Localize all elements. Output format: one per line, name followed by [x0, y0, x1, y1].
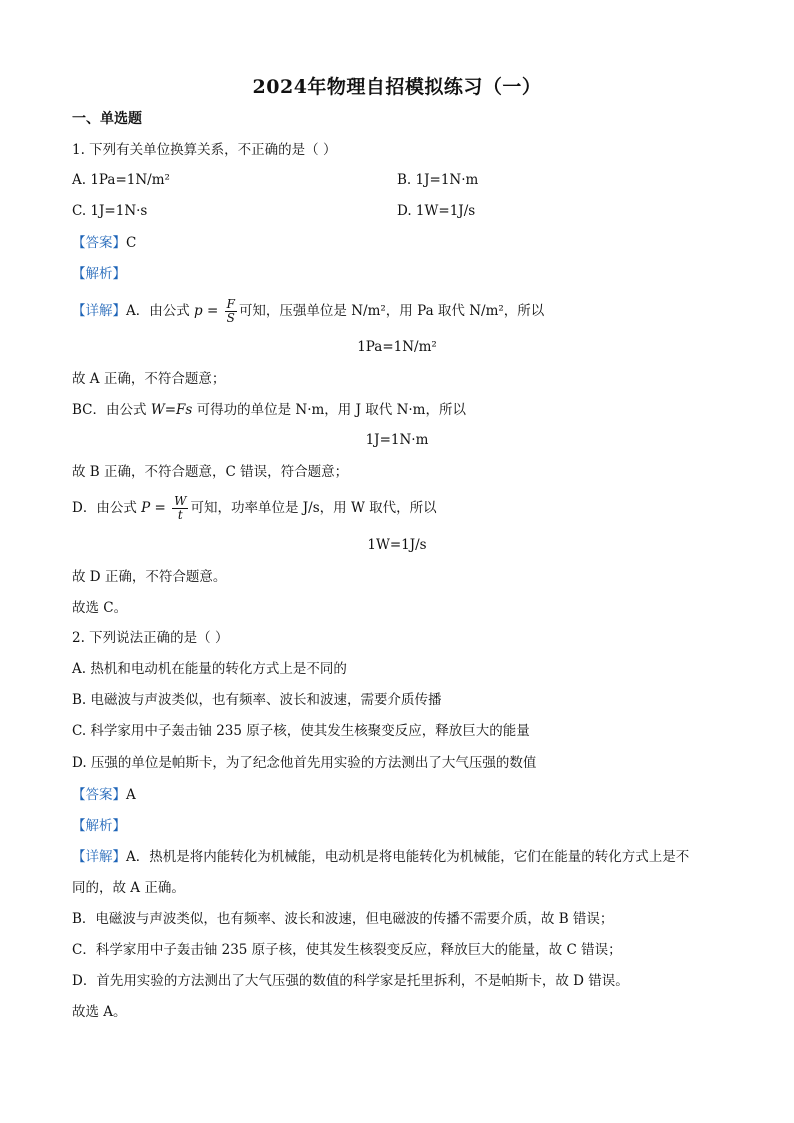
section-heading: 一、单选题 — [72, 111, 142, 127]
q1-stem: 1. 下列有关单位换算关系，不正确的是（ ） — [72, 142, 337, 158]
q1-option-a: A. 1Pa=1N/m² — [72, 172, 170, 188]
detail-text: 可知，功率单位是 J/s，用 W 取代，所以 — [190, 500, 437, 516]
fraction-numerator: W — [174, 494, 187, 508]
q1-answer — [72, 234, 136, 252]
q1-equation-1: 1Pa=1N/m² — [357, 339, 437, 355]
q2-option-b: B. 电磁波与声波类似，也有频率、波长和波速，需要介质传播 — [72, 692, 442, 708]
detail-text: A．热机是将内能转化为机械能，电动机是将电能转化为机械能，它们在能量的转化方式上是不 — [126, 849, 690, 865]
q2-option-d: D. 压强的单位是帕斯卡，为了纪念他首先用实验的方法测出了大气压强的数值 — [72, 755, 537, 771]
q2-stem: 2. 下列说法正确的是（ ） — [72, 630, 229, 646]
answer-value: C — [126, 235, 137, 251]
q1-detail-d: D．由公式 P = $\frac{W}{t}$ 可知，功率单位是 J/s，用 W 取代，所以 — [72, 494, 437, 522]
q2-detail-a-2: 同的，故 A 正确。 — [72, 880, 185, 896]
detail-text: 可知，压强单位是 N/m²，用 Pa 取代 N/m²，所以 — [238, 303, 545, 319]
detail-text: BC．由公式 — [72, 402, 147, 418]
q2-option-c: C. 科学家用中子轰击铀 235 原子核，使其发生核聚变反应，释放巨大的能量 — [72, 723, 530, 739]
detail-text: D．由公式 — [72, 500, 137, 516]
q2-option-a: A. 热机和电动机在能量的转化方式上是不同的 — [72, 661, 347, 677]
formula-fraction — [225, 298, 237, 325]
document-title: 2024年物理自招模拟练习（一） — [252, 76, 542, 98]
q1-detail-a-conclusion: 故 A 正确，不符合题意； — [72, 371, 226, 387]
q1-equation-3: 1W=1J/s — [367, 537, 427, 553]
answer-tag: 【答案】 — [72, 787, 126, 803]
q1-option-c: C. 1J=1N·s — [72, 203, 148, 219]
formula-symbol: p — [194, 303, 203, 319]
fraction-denominator: S — [226, 311, 235, 325]
q1-detail-bc-conclusion: 故 B 正确，不符合题意，C 错误，符合题意； — [72, 464, 349, 480]
detail-text: 可得功的单位是 N·m，用 J 取代 N·m，所以 — [196, 402, 466, 418]
fraction-numerator: F — [226, 297, 235, 311]
q2-detail-d: D．首先用实验的方法测出了大气压强的数值的科学家是托里拆利，不是帕斯卡，故 D 错误。 — [72, 973, 629, 989]
detail-text: A．由公式 — [126, 303, 190, 319]
q1-detail-a: 【详解】A．由公式 p = $\frac{F}{S}$ 可知，压强单位是 N/m²，用 Pa 取代 N/m²，所以 — [72, 297, 545, 325]
q2-choose: 故选 A。 — [72, 1004, 127, 1020]
answer-tag: 【答案】 — [72, 235, 126, 251]
q1-choose: 故选 C。 — [72, 600, 128, 616]
q2-answer — [72, 786, 136, 804]
q2-detail-c: C．科学家用中子轰击铀 235 原子核，使其发生核裂变反应，释放巨大的能量，故 C 错误； — [72, 942, 622, 958]
answer-value: A — [126, 787, 136, 803]
detail-tag: 【详解】 — [72, 849, 126, 865]
formula-fraction — [172, 495, 188, 522]
q1-option-d: D. 1W=1J/s — [397, 203, 476, 219]
q1-analysis-tag: 【解析】 — [72, 266, 126, 282]
q2-analysis-tag: 【解析】 — [72, 818, 126, 834]
q1-option-b: B. 1J=1N·m — [397, 172, 479, 188]
q1-equation-2: 1J=1N·m — [365, 432, 429, 448]
q1-detail-d-conclusion: 故 D 正确，不符合题意。 — [72, 569, 227, 585]
formula: W=Fs — [150, 402, 193, 418]
q1-detail-bc — [72, 401, 466, 419]
fraction-denominator: t — [177, 508, 183, 522]
detail-tag: 【详解】 — [72, 303, 126, 319]
formula-symbol: P — [141, 500, 151, 516]
q2-detail-b: B．电磁波与声波类似，也有频率、波长和波速，但电磁波的传播不需要介质，故 B 错误； — [72, 911, 614, 927]
q2-detail-a-1 — [72, 848, 689, 866]
